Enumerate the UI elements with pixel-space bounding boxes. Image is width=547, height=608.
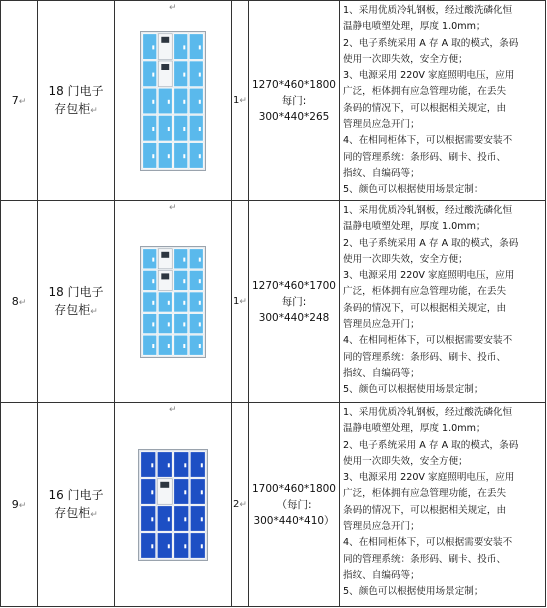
door-lock-icon: [199, 257, 201, 261]
locker-door: [174, 451, 189, 476]
door-lock-icon: [168, 344, 170, 348]
door-lock-icon: [152, 344, 154, 348]
description-line: 广泛，柜体拥有应急管理功能，在丢失: [343, 488, 507, 500]
locker-door: [189, 292, 203, 312]
description-line: 5、颜色可以根据使用场景定制：: [343, 184, 484, 196]
door-lock-icon: [183, 322, 185, 326]
door-lock-icon: [152, 45, 154, 49]
description-line: 条码的情况下，可以根据相关规定，由: [343, 102, 507, 114]
row-number: 7↵: [1, 1, 38, 201]
door-lock-icon: [151, 490, 153, 494]
locker-door: [174, 115, 188, 141]
screen-icon: [160, 481, 169, 487]
screen-icon: [161, 36, 169, 42]
control-panel: [158, 270, 172, 290]
locker-cabinet-image: [138, 449, 208, 561]
locker-door: [157, 505, 172, 530]
description-line: 4、在相同柜体下，可以根据需要安装不: [343, 335, 513, 347]
door-lock-icon: [201, 463, 203, 467]
description-line: 广泛，柜体拥有应急管理功能，在丢失: [343, 86, 507, 98]
description-line: 1、采用优质冷轧钢板，经过酸洗磷化恒: [343, 5, 513, 16]
door-lock-icon: [152, 300, 154, 304]
table-row: [1, 1, 546, 201]
door-lock-icon: [184, 517, 186, 521]
locker-door: [143, 115, 157, 141]
door-lock-icon: [168, 99, 170, 103]
description-line: 使用一次即失效，安全方便；: [343, 455, 468, 467]
product-name: 18 门电子 存包柜↵: [38, 201, 115, 403]
door-lock-icon: [168, 154, 170, 158]
product-image: ↵: [115, 201, 232, 403]
quantity: 2↵: [232, 403, 249, 607]
door-lock-icon: [168, 300, 170, 304]
door-lock-icon: [201, 544, 203, 548]
description-line: 温静电喷塑处理，厚度 1.0mm；: [343, 21, 486, 33]
locker-door: [189, 313, 203, 333]
locker-door: [190, 451, 205, 476]
table-row: [1, 403, 546, 607]
locker-door: [157, 532, 172, 557]
door-lock-icon: [199, 99, 201, 103]
door-lock-icon: [168, 544, 170, 548]
locker-door: [158, 88, 172, 114]
door-lock-icon: [152, 154, 154, 158]
description-line: 3、电源采用 220V 家庭照明电压，应用: [343, 472, 515, 484]
description: [340, 403, 546, 607]
table-row: [1, 201, 546, 403]
locker-door: [174, 142, 188, 168]
product-name: 16 门电子 存包柜↵: [38, 403, 115, 607]
door-lock-icon: [151, 544, 153, 548]
locker-door: [143, 61, 157, 87]
description-line: 1、采用优质冷轧钢板，经过酸洗磷化恒: [343, 205, 513, 216]
description: [340, 201, 546, 403]
door-lock-icon: [199, 72, 201, 76]
description-line: 同的管理系统：条形码、刷卡、投币、: [343, 351, 507, 363]
door-lock-icon: [168, 322, 170, 326]
locker-door: [189, 115, 203, 141]
description-line: 管理员应急开门；: [343, 119, 420, 131]
description-line: 3、电源采用 220V 家庭照明电压，应用: [343, 70, 515, 82]
description-line: 使用一次即失效，安全方便；: [343, 253, 468, 265]
locker-door: [174, 292, 188, 312]
dimensions: 1270*460*1800 每门: 300*440*265: [249, 1, 340, 201]
locker-door: [174, 270, 188, 290]
quantity: 1↵: [232, 201, 249, 403]
locker-cabinet-image: [140, 31, 206, 171]
locker-door: [158, 335, 172, 355]
locker-door: [141, 478, 156, 503]
locker-door: [141, 451, 156, 476]
description-line: 1、采用优质冷轧钢板，经过酸洗磷化恒: [343, 407, 513, 418]
locker-door: [174, 532, 189, 557]
product-name: 18 门电子 存包柜↵: [38, 1, 115, 201]
door-lock-icon: [199, 322, 201, 326]
locker-door: [189, 248, 203, 268]
description-line: 2、电子系统采用 A 存 A 取的模式，条码: [343, 439, 519, 451]
description-line: 4、在相同柜体下，可以根据需要安装不: [343, 537, 513, 549]
description-line: 2、电子系统采用 A 存 A 取的模式，条码: [343, 237, 519, 249]
door-lock-icon: [152, 72, 154, 76]
description-line: 4、在相同柜体下，可以根据需要安装不: [343, 135, 513, 147]
door-lock-icon: [152, 257, 154, 261]
locker-door: [158, 313, 172, 333]
locker-door: [174, 478, 189, 503]
locker-door: [158, 115, 172, 141]
description-line: 同的管理系统：条形码、刷卡、投币、: [343, 151, 507, 163]
locker-door: [174, 61, 188, 87]
locker-cabinet-image: [140, 246, 206, 358]
door-lock-icon: [184, 490, 186, 494]
door-lock-icon: [183, 99, 185, 103]
locker-door: [189, 33, 203, 59]
locker-door: [189, 270, 203, 290]
screen-icon: [161, 251, 169, 257]
locker-door: [189, 335, 203, 355]
locker-door: [189, 88, 203, 114]
door-lock-icon: [199, 344, 201, 348]
description: [340, 1, 546, 201]
door-lock-icon: [199, 279, 201, 283]
locker-door: [174, 248, 188, 268]
locker-door: [174, 313, 188, 333]
description-line: 广泛，柜体拥有应急管理功能，在丢失: [343, 286, 507, 298]
locker-door: [174, 33, 188, 59]
locker-door: [143, 33, 157, 59]
locker-door: [143, 142, 157, 168]
locker-door: [189, 61, 203, 87]
locker-door: [143, 248, 157, 268]
screen-icon: [161, 64, 169, 70]
locker-door: [158, 292, 172, 312]
description-line: 条码的情况下，可以根据相关规定，由: [343, 302, 507, 314]
row-number: 9↵: [1, 403, 38, 607]
door-lock-icon: [151, 463, 153, 467]
description-line: 温静电喷塑处理，厚度 1.0mm；: [343, 221, 486, 233]
locker-door: [189, 142, 203, 168]
door-lock-icon: [168, 127, 170, 131]
door-lock-icon: [151, 517, 153, 521]
locker-door: [174, 88, 188, 114]
locker-door: [143, 292, 157, 312]
door-lock-icon: [183, 72, 185, 76]
locker-door: [190, 478, 205, 503]
description-line: 指纹、自编码等；: [343, 367, 420, 379]
row-number: 8↵: [1, 201, 38, 403]
description-line: 5、颜色可以根据使用场景定制；: [343, 586, 484, 598]
door-lock-icon: [183, 279, 185, 283]
locker-door: [141, 505, 156, 530]
door-lock-icon: [183, 45, 185, 49]
description-line: 温静电喷塑处理，厚度 1.0mm；: [343, 423, 486, 435]
locker-door: [174, 505, 189, 530]
door-lock-icon: [184, 544, 186, 548]
locker-door: [143, 270, 157, 290]
dimensions: 1270*460*1700 每门: 300*440*248: [249, 201, 340, 403]
locker-door: [190, 505, 205, 530]
door-lock-icon: [183, 154, 185, 158]
locker-door: [143, 88, 157, 114]
door-lock-icon: [183, 300, 185, 304]
door-lock-icon: [184, 463, 186, 467]
door-lock-icon: [168, 463, 170, 467]
description-line: 使用一次即失效，安全方便；: [343, 53, 468, 65]
door-lock-icon: [201, 490, 203, 494]
door-lock-icon: [183, 127, 185, 131]
description-line: 管理员应急开门；: [343, 319, 420, 331]
locker-door: [141, 532, 156, 557]
locker-door: [174, 335, 188, 355]
door-lock-icon: [199, 127, 201, 131]
description-line: 指纹、自编码等；: [343, 569, 420, 581]
door-lock-icon: [199, 45, 201, 49]
description-line: 同的管理系统：条形码、刷卡、投币、: [343, 553, 507, 565]
door-lock-icon: [152, 279, 154, 283]
door-lock-icon: [201, 517, 203, 521]
product-image: ↵: [115, 1, 232, 201]
door-lock-icon: [183, 257, 185, 261]
description-line: 指纹、自编码等；: [343, 167, 420, 179]
dimensions: 1700*460*1800 （每门: 300*440*410）: [249, 403, 340, 607]
product-image: ↵: [115, 403, 232, 607]
door-lock-icon: [168, 517, 170, 521]
description-line: 3、电源采用 220V 家庭照明电压，应用: [343, 270, 515, 282]
quantity: 1↵: [232, 1, 249, 201]
locker-door: [157, 451, 172, 476]
description-line: 管理员应急开门；: [343, 521, 420, 533]
description-line: 5、颜色可以根据使用场景定制；: [343, 384, 484, 396]
door-lock-icon: [183, 344, 185, 348]
locker-door: [143, 313, 157, 333]
door-lock-icon: [152, 322, 154, 326]
locker-door: [158, 142, 172, 168]
locker-door: [143, 335, 157, 355]
door-lock-icon: [199, 154, 201, 158]
door-lock-icon: [199, 300, 201, 304]
description-line: 条码的情况下，可以根据相关规定，由: [343, 504, 507, 516]
door-lock-icon: [152, 99, 154, 103]
description-line: 2、电子系统采用 A 存 A 取的模式，条码: [343, 37, 519, 49]
locker-door: [190, 532, 205, 557]
door-lock-icon: [152, 127, 154, 131]
screen-icon: [161, 273, 169, 279]
